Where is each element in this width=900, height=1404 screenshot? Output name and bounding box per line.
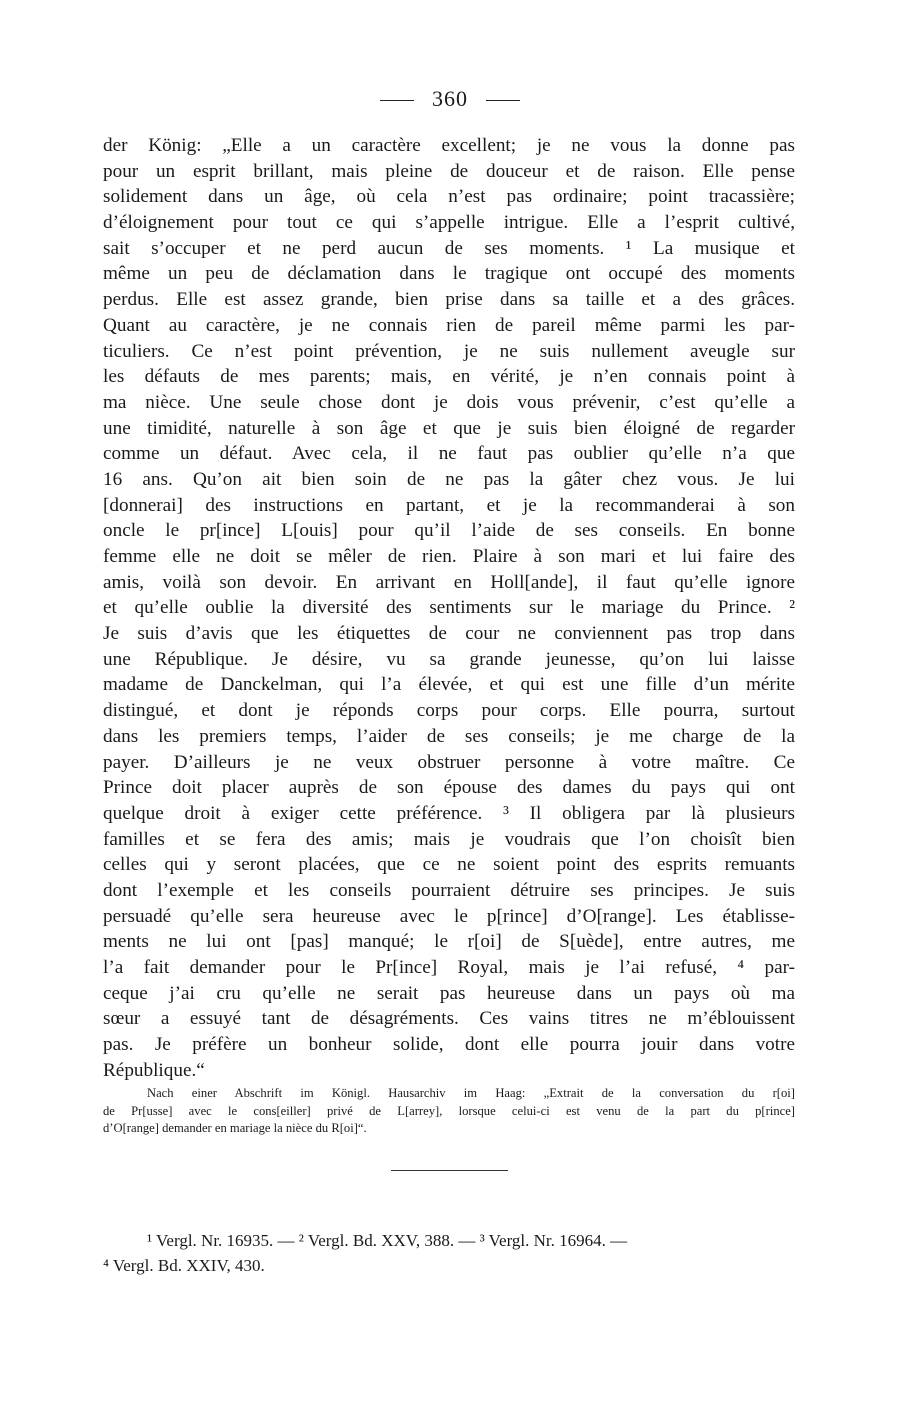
text-line: der König: „Elle a un caractère excellent; je ne vous la donne pas xyxy=(103,135,795,156)
text-line: Quant au caractère, je ne connais rien de pareil même parmi les par- xyxy=(103,314,795,336)
text-line: dans les premiers temps, l’aider de ses conseils; je me charge de la xyxy=(103,725,795,747)
text-line: 16 ans. Qu’on ait bien soin de ne pas la gâter chez vous. Je lui xyxy=(103,468,795,490)
text-line: perdus. Elle est assez grande, bien prise dans sa taille et a des grâces. xyxy=(103,289,795,311)
source-note xyxy=(103,1085,795,1138)
text-line: République.“ xyxy=(103,1059,205,1081)
text-line: ma nièce. Une seule chose dont je dois vous prévenir, c’est qu’elle a xyxy=(103,391,795,413)
text-line: payer. D’ailleurs je ne veux obstruer personne à votre maître. Ce xyxy=(103,751,795,773)
text-line: femme elle ne doit se mêler de rien. Plaire à son mari et lui faire des xyxy=(103,546,795,567)
right-dash-decoration xyxy=(486,100,520,101)
text-line: madame de Danckelman, qui l’a élevée, et qui est une fille d’un mérite xyxy=(103,674,795,696)
text-line: pas. Je préfère un bonheur solide, dont elle pourra jouir dans votre xyxy=(103,1034,795,1056)
text-line: oncle le pr[ince] L[ouis] pour qu’il l’aide de ses conseils. En bonne xyxy=(103,520,795,542)
text-line: Je suis d’avis que les étiquettes de cour ne conviennent pas trop dans xyxy=(103,623,795,645)
text-line: dont l’exemple et les conseils pourraient détruire ses principes. Je suis xyxy=(103,879,795,901)
footnote-line: ⁴ Vergl. Bd. XXIV, 430. xyxy=(103,1256,265,1275)
text-line: comme un défaut. Avec cela, il ne faut pas oublier qu’elle n’a que xyxy=(103,443,795,465)
footnotes xyxy=(103,1228,795,1278)
text-line: ceque j’ai cru qu’elle ne serait pas heureuse dans un pays où ma xyxy=(103,982,795,1004)
page-number: 360 xyxy=(432,86,468,111)
text-line: ments ne lui ont [pas] manqué; le r[oi] de S[uède], entre autres, me xyxy=(103,931,795,953)
text-line: les défauts de mes parents; mais, en vérité, je n’en connais point à xyxy=(103,366,795,388)
text-line: solidement dans un âge, où cela n’est pas ordinaire; point tracassière; xyxy=(103,186,795,208)
text-line: celles qui y seront placées, que ce ne soient point des esprits remuants xyxy=(103,854,795,876)
text-line: ticuliers. Ce n’est point prévention, je ne suis nullement aveugle sur xyxy=(103,340,795,362)
footnote-separator xyxy=(391,1170,508,1171)
main-text-block xyxy=(103,133,795,1083)
text-line: persuadé qu’elle sera heureuse avec le p[rince] d’O[range]. Les établisse- xyxy=(103,905,795,927)
source-note-line: d’O[range] demander en mariage la nièce du R[oi]“. xyxy=(103,1121,367,1135)
source-note-line: de Pr[usse] avec le cons[eiller] privé de L[arrey], lorsque celui-ci est venu de la part du p[rince] xyxy=(103,1103,795,1118)
text-line: et qu’elle oublie la diversité des sentiments sur le mariage du Prince. ² xyxy=(103,597,795,619)
text-line: [donnerai] des instructions en partant, et je la recommanderai à son xyxy=(103,494,795,516)
text-line: familles et se fera des amis; mais je voudrais que l’on choisît bien xyxy=(103,828,795,850)
source-note-line: Nach einer Abschrift im Königl. Hausarchiv im Haag: „Extrait de la conversation du r[oi] xyxy=(147,1086,795,1100)
text-line: d’éloignement pour tout ce qui s’appelle intrigue. Elle a l’esprit cultivé, xyxy=(103,212,795,234)
text-line: sait s’occuper et ne perd aucun de ses moments. ¹ La musique et xyxy=(103,237,795,259)
text-line: même un peu de déclamation dans le tragique ont occupé des moments xyxy=(103,263,795,285)
text-line: Prince doit placer auprès de son épouse des dames du pays qui ont xyxy=(103,777,795,799)
footnote-line: ¹ Vergl. Nr. 16935. — ² Vergl. Bd. XXV, 388. — ³ Vergl. Nr. 16964. — xyxy=(147,1231,628,1250)
text-line: quelque droit à exiger cette préférence. ³ Il obligera par là plusieurs xyxy=(103,802,795,824)
text-line: distingué, et dont je réponds corps pour corps. Elle pourra, surtout xyxy=(103,700,795,722)
text-line: une timidité, naturelle à son âge et que je suis bien éloigné de regarder xyxy=(103,417,795,439)
text-line: pour un esprit brillant, mais pleine de douceur et de raison. Elle pense xyxy=(103,160,795,182)
text-line: amis, voilà son devoir. En arrivant en Holl[ande], il faut qu’elle ignore xyxy=(103,571,795,593)
page-number-header xyxy=(0,86,900,112)
text-line: sœur a essuyé tant de désagréments. Ces vains titres ne m’éblouissent xyxy=(103,1008,795,1030)
text-line: une République. Je désire, vu sa grande jeunesse, qu’on lui laisse xyxy=(103,648,795,670)
text-line: l’a fait demander pour le Pr[ince] Royal, mais je l’ai refusé, ⁴ par- xyxy=(103,957,795,978)
left-dash-decoration xyxy=(380,100,414,101)
